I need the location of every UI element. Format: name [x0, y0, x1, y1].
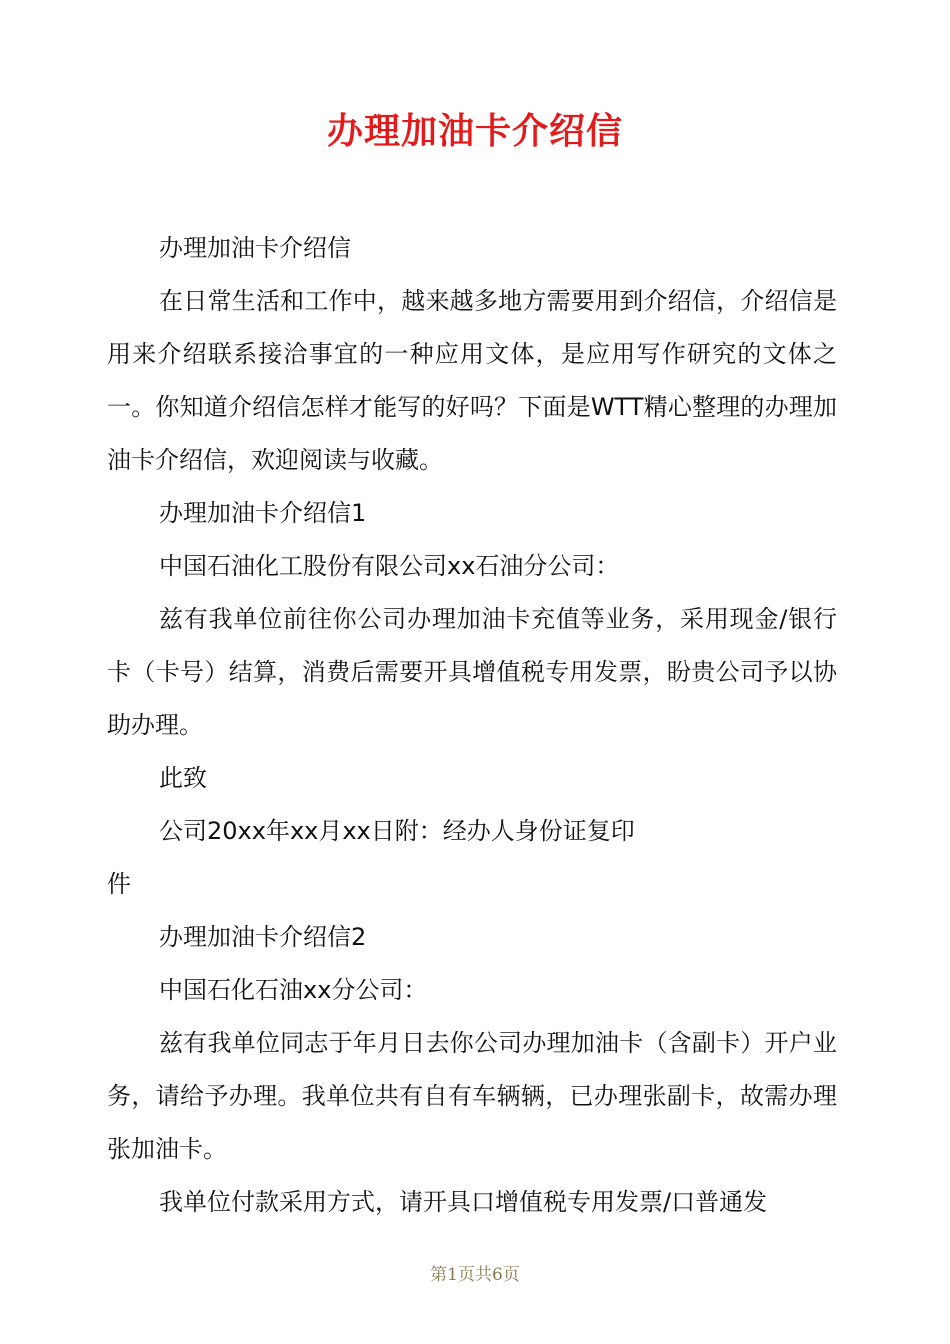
document-title: 办理加油卡介绍信	[326, 111, 623, 152]
letter-1-recipient: 中国石油化工股份有限公司xx石油分公司：	[159, 552, 620, 580]
letter-1-date-line-continued: 件	[107, 870, 131, 898]
letter-2-body: 兹有我单位同志于年月日去你公司办理加油卡（含副卡）开户业务，请给予办理。我单位共有自有车辆辆，已办理张副卡，故需办理张加油卡。	[107, 1029, 837, 1163]
paragraph-intro: 在日常生活和工作中，越来越多地方需要用到介绍信，介绍信是用来介绍联系接洽事宜的一种应用文体，是应用写作研究的文体之一。你知道介绍信怎样才能写的好吗？下面是WTT精心整理的办理加油卡介绍信，欢迎阅读与收藏。	[107, 287, 837, 474]
letter-1-body: 兹有我单位前往你公司办理加油卡充值等业务，采用现金/银行卡（卡号）结算，消费后需要开具增值税专用发票，盼贵公司予以协助办理。	[107, 605, 837, 739]
page-number-footer: 第1页共6页	[430, 1265, 520, 1285]
section-heading-1: 办理加油卡介绍信1	[159, 499, 367, 527]
paragraph-heading: 办理加油卡介绍信	[159, 234, 351, 262]
letter-2-payment: 我单位付款采用方式，请开具口增值税专用发票/口普通发	[159, 1188, 768, 1216]
letter-2-recipient: 中国石化石油xx分公司：	[159, 976, 428, 1004]
letter-1-closing: 此致	[159, 764, 207, 792]
section-heading-2: 办理加油卡介绍信2	[159, 923, 367, 951]
letter-1-date-line: 公司20xx年xx月xx日附：经办人身份证复印	[159, 817, 635, 845]
document-body	[107, 222, 837, 1229]
